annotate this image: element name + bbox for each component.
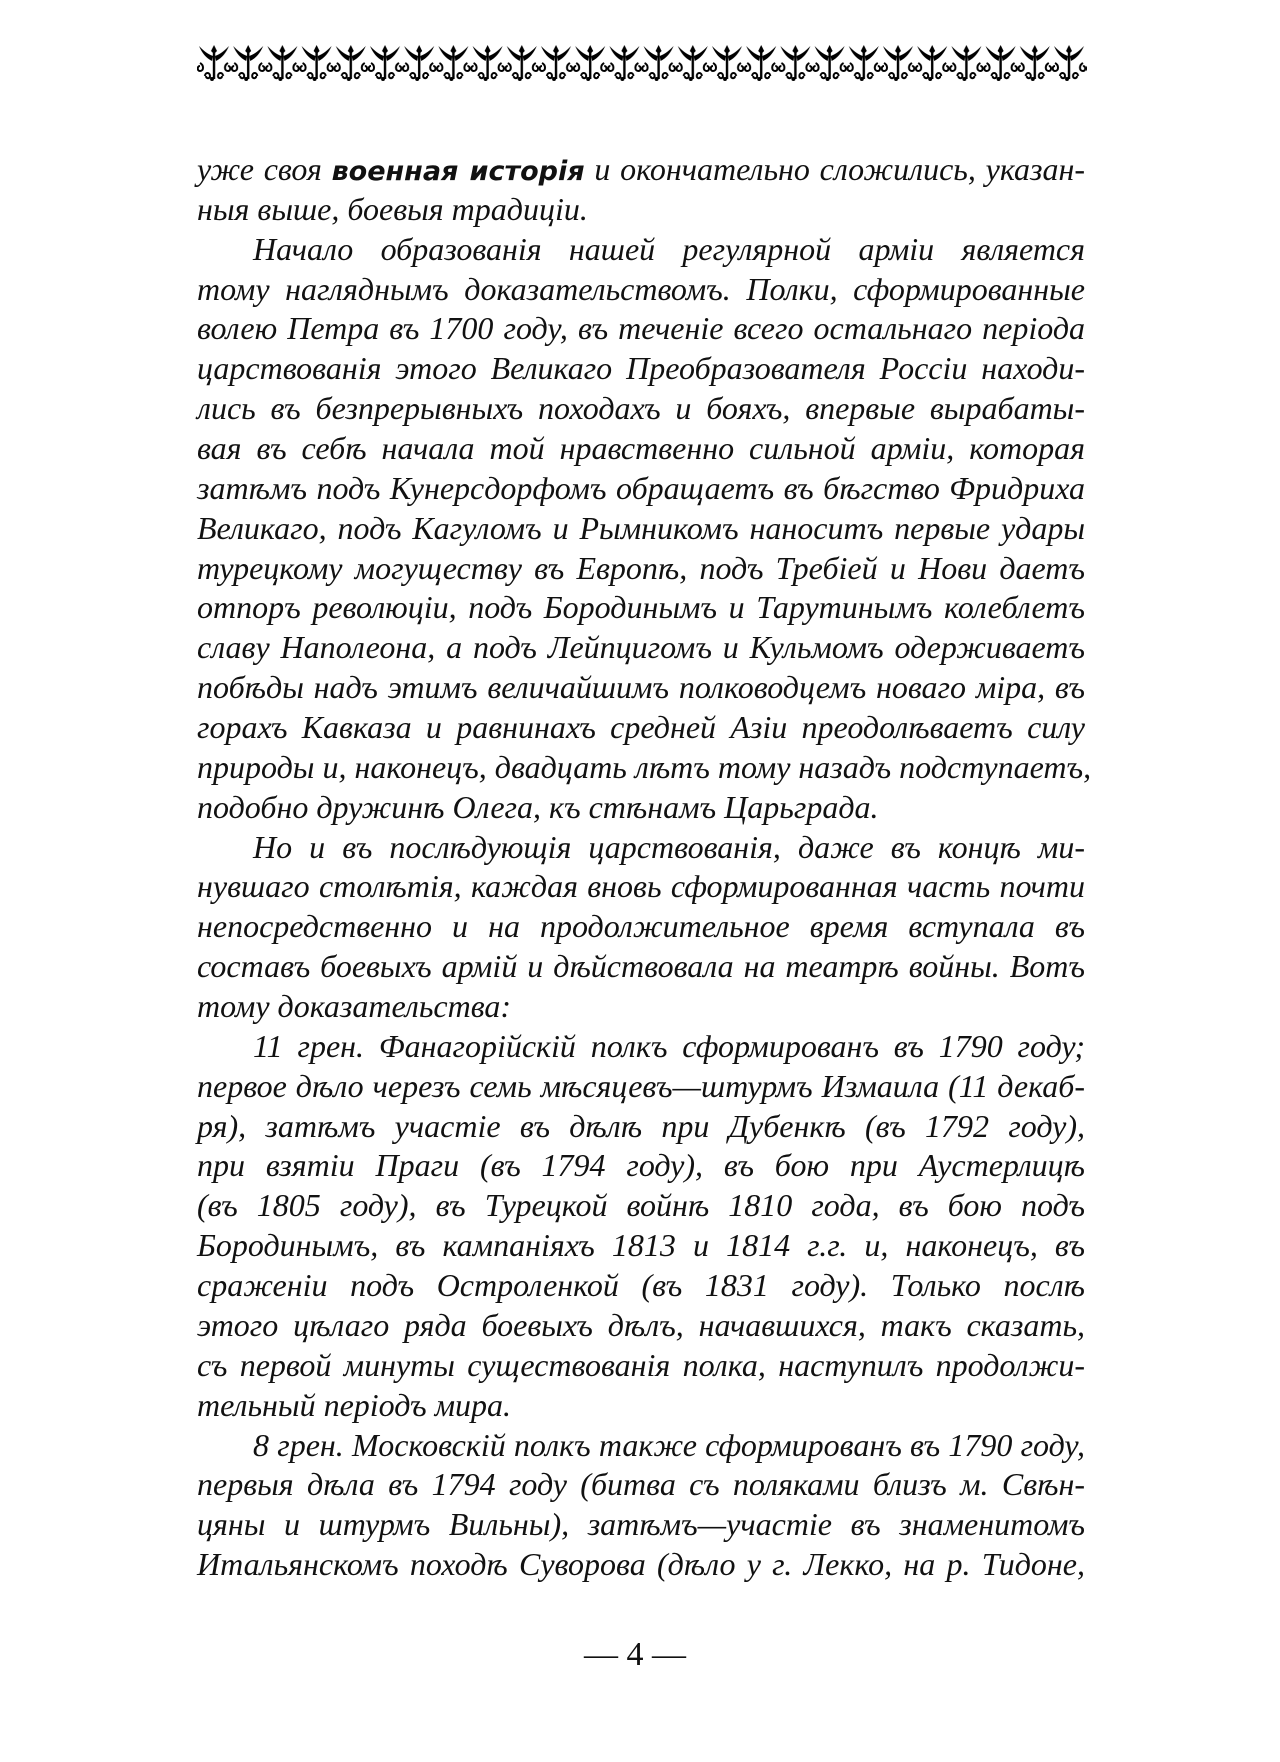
text-line: Великаго, подъ Кагуломъ и Рымникомъ наноситъ первые удары <box>197 509 1085 546</box>
text-line: при взятiи Праги (въ 1794 году), въ бою при Аустерлицѣ <box>197 1147 1085 1184</box>
text-line: ря), затѣмъ участiе въ дѣлѣ при Дубенкѣ (въ 1792 году), <box>197 1107 1085 1144</box>
text-line: цяны и штурмъ Вильны), затѣмъ—участiе въ знаменитомъ <box>197 1506 1085 1543</box>
text-line: первыя дѣла въ 1794 году (битва съ поляками близъ м. Свѣн- <box>197 1466 1085 1503</box>
text-segment: и окончательно сложились, указан- <box>584 151 1086 187</box>
text-line: отпоръ революцiи, подъ Бородинымъ и Тарутинымъ колеблетъ <box>197 589 1085 626</box>
text-line: горахъ Кавказа и равнинахъ средней Азiи преодолѣваетъ силу <box>197 709 1085 746</box>
text-line: Но и въ послѣдующiя царствованiя, даже въ концѣ ми- <box>253 828 1085 865</box>
text-line: тому доказательства: <box>197 988 512 1025</box>
ornament-border <box>197 42 1087 82</box>
text-line: подобно дружинѣ Олега, къ стѣнамъ Царьграда. <box>197 788 879 825</box>
page-number: — 4 — <box>584 1636 686 1673</box>
text-line: 11 грен. Фанагорiйскiй полкъ сформированъ въ 1790 году; <box>253 1027 1085 1064</box>
text-line: (въ 1805 году), въ Турецкой войнѣ 1810 года, въ бою подъ <box>197 1187 1085 1224</box>
body-text <box>197 150 1092 1585</box>
paragraph <box>197 1027 1085 1426</box>
text-line: первое дѣло черезъ семь мѣсяцевъ—штурмъ Измаила (11 декаб- <box>197 1067 1085 1104</box>
text-line: 8 грен. Московскiй полкъ также сформированъ въ 1790 году, <box>253 1426 1085 1463</box>
text-line: нувшаго столѣтiя, каждая вновь сформированная часть почти <box>197 868 1085 905</box>
text-line <box>197 150 1085 190</box>
text-line: Бородинымъ, въ кампанiяхъ 1813 и 1814 г.г. и, наконецъ, въ <box>197 1227 1085 1264</box>
text-line: лись въ безпрерывныхъ походахъ и бояхъ, впервые вырабаты- <box>197 390 1085 427</box>
text-line: славу Наполеона, а подъ Лейпцигомъ и Кульмомъ одерживаетъ <box>197 629 1085 666</box>
paragraph <box>197 828 1085 1027</box>
emphasized-text: военная исторiя <box>331 156 585 187</box>
text-line: сраженiи подъ Остроленкой (въ 1831 году). Только послѣ <box>197 1267 1085 1304</box>
text-line: тельный перiодъ мира. <box>197 1386 512 1423</box>
text-line: составъ боевыхъ армiй и дѣйствовала на театрѣ войны. Вотъ <box>197 948 1085 985</box>
text-segment: уже своя <box>197 151 332 187</box>
text-line: Итальянскомъ походѣ Суворова (дѣло у г. Лекко, на р. Тидоне, <box>197 1546 1085 1583</box>
text-line: побѣды надъ этимъ величайшимъ полководцемъ новаго мiра, въ <box>197 669 1085 706</box>
text-line: природы и, наконецъ, двадцать лѣтъ тому назадъ подступаетъ, <box>197 748 1092 785</box>
text-line: тому нагляднымъ доказательствомъ. Полки, сформированные <box>197 270 1085 307</box>
text-line: затѣмъ подъ Кунерсдорфомъ обращаетъ въ бѣгство Фридриха <box>197 469 1085 506</box>
text-line: волею Петра въ 1700 году, въ теченiе всего остальнаго перiода <box>197 310 1085 347</box>
paragraph <box>197 190 1085 230</box>
text-line: этого цѣлаго ряда боевыхъ дѣлъ, начавшихся, такъ сказать, <box>197 1306 1085 1343</box>
paragraph <box>197 230 1092 828</box>
text-line: непосредственно и на продолжительное время вступала въ <box>197 908 1085 945</box>
text-line: вая въ себѣ начала той нравственно сильной армiи, которая <box>197 430 1085 467</box>
text-line: царствованiя этого Великаго Преобразователя Россiи находи- <box>197 350 1085 387</box>
text-line: турецкому могуществу въ Европѣ, подъ Требiей и Нови даетъ <box>197 549 1085 586</box>
paragraph <box>197 1426 1085 1585</box>
text-line: Начало образованiя нашей регулярной армiи является <box>253 230 1085 267</box>
text-line: ныя выше, боевыя традицiи. <box>197 190 588 227</box>
text-line: съ первой минуты существованiя полка, наступилъ продолжи- <box>197 1346 1085 1383</box>
